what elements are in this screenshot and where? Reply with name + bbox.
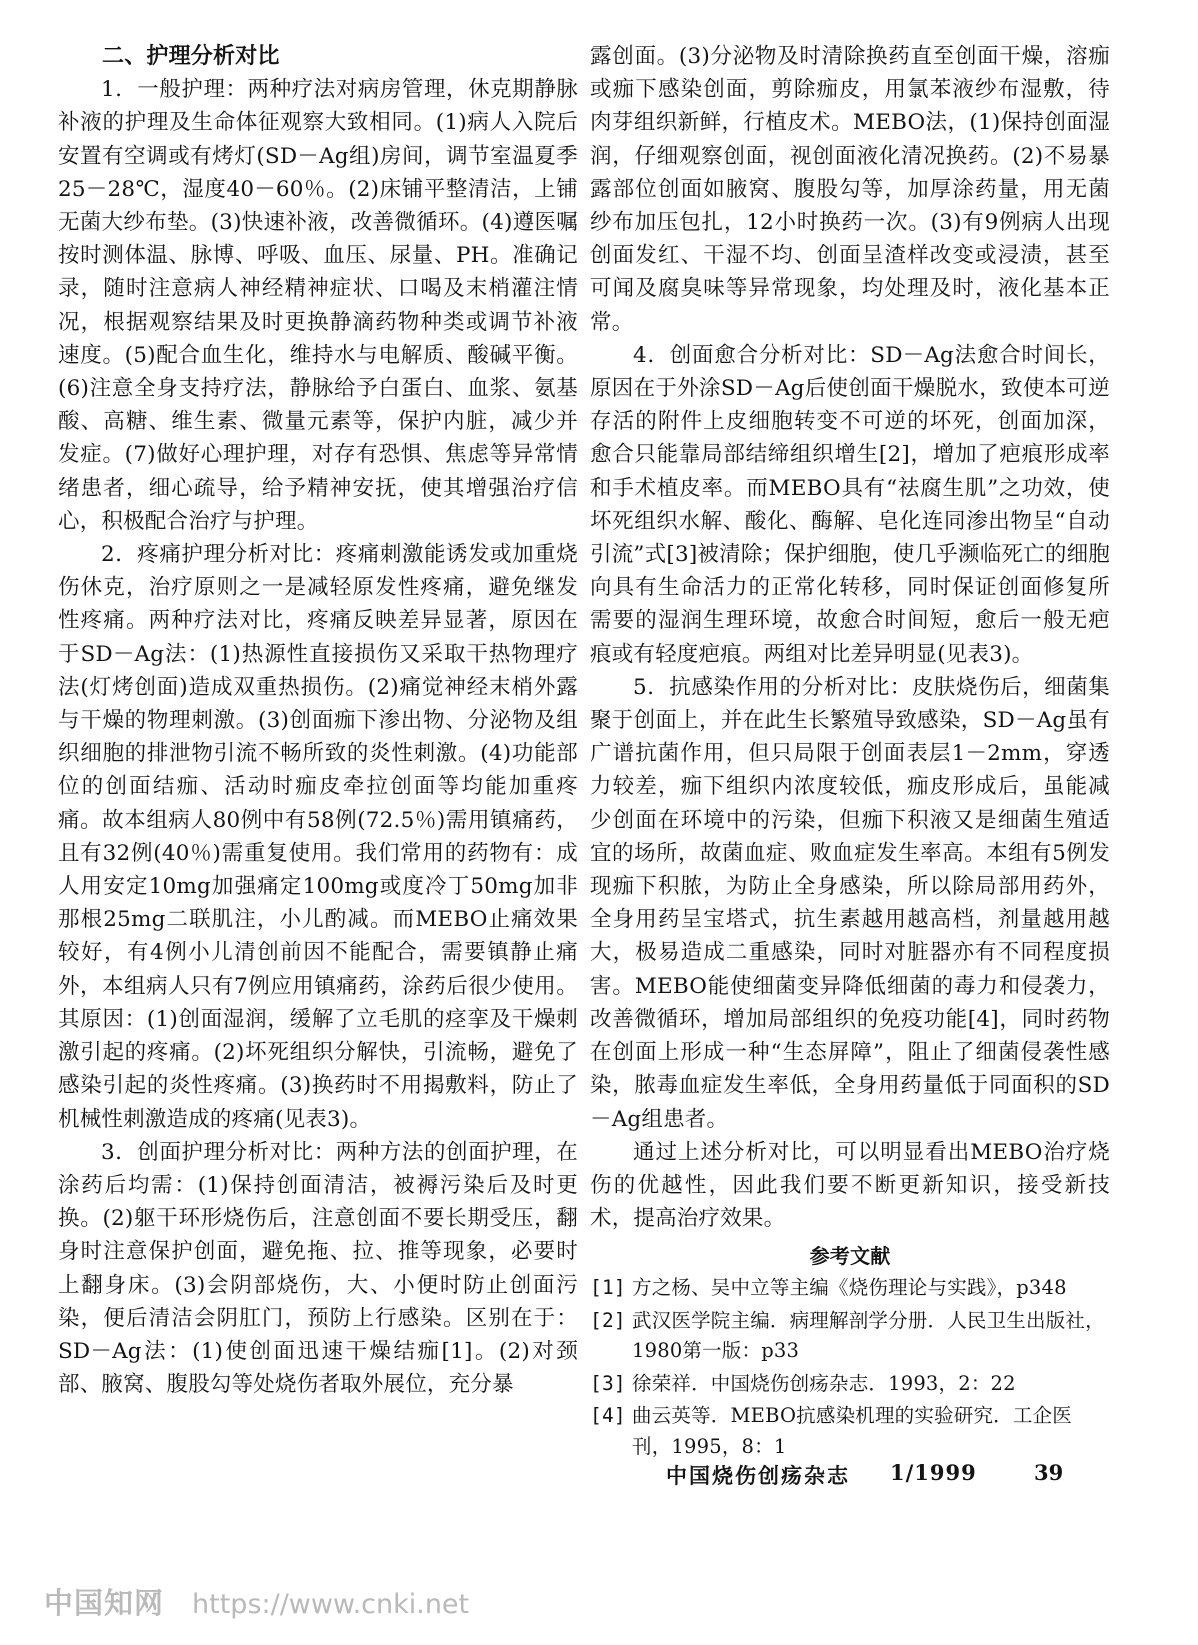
reference-text: 徐荣祥．中国烧伤创疡杂志．1993，2：22 bbox=[632, 1371, 1016, 1395]
reference-text: 曲云英等．MEBO抗感染机理的实验研究．工企医刊，1995，8：1 bbox=[632, 1404, 1072, 1458]
paragraph-anti-infection: 5．抗感染作用的分析对比：皮肤烧伤后，细菌集聚于创面上，并在此生长繁殖导致感染，SD－Ag虽有广谱抗菌作用，但只局限于创面表层1－2mm，穿透力较差，痂下组织内浓度较低，痂皮形成后，虽能减少创面在环境中的污染，但痂下积液又是细菌生殖适宜的场所，故菌血症、败血症发生率高。本组有5例发现痂下积脓，为防止全身感染，所以除局部用药外，全身用药呈宝塔式，抗生素越用越高档，剂量越用越大，极易造成二重感染，同时对脏器亦有不同程度损害。MEBO能使细菌变异降低细菌的毒力和侵袭力，改善微循环，增加局部组织的免疫功能[4]，同时药物在创面上形成一种“生态屏障”，阻止了细菌侵袭性感染，脓毒血症发生率低，全身用药量低于同面积的SD－Ag组患者。 bbox=[590, 674, 1110, 1132]
cnki-logo: 中国知网 bbox=[44, 1586, 165, 1620]
reference-item bbox=[590, 1369, 1110, 1400]
cnki-url: https://www.cnki.net bbox=[192, 1589, 470, 1620]
footer-journal-name: 中国烧伤创疡杂志 bbox=[666, 1463, 850, 1488]
paragraph-conclusion: 通过上述分析对比，可以明显看出MEBO治疗烧伤的优越性，因此我们要不断更新知识，接受新技术，提高治疗效果。 bbox=[590, 1139, 1110, 1232]
reference-number: [2] bbox=[590, 1308, 626, 1332]
section-title: 二、护理分析对比 bbox=[102, 44, 280, 69]
footer-issue: 1/1999 bbox=[890, 1460, 977, 1485]
cnki-watermark bbox=[44, 1581, 469, 1622]
paragraph-wound-nursing: 3．创面护理分析对比：两种方法的创面护理，在涂药后均需：(1)保持创面清洁，被褥污染后及时更换。(2)躯干环形烧伤后，注意创面不要长期受压，翻身时注意保护创面，避免拖、拉、推等现象，必要时上翻身床。(3)会阴部烧伤，大、小便时防止创面污染，便后清洁会阴肛门，预防上行感染。区别在于：SD－Ag法：(1)使创面迅速干燥结痂[1]。(2)对颈部、腋窝、腹股勾等处烧伤者取外展位，充分暴 bbox=[58, 1139, 578, 1398]
reference-item bbox=[590, 1273, 1110, 1304]
references-heading: 参考文献 bbox=[809, 1244, 891, 1269]
reference-item bbox=[590, 1306, 1110, 1367]
reference-number: [1] bbox=[590, 1276, 626, 1300]
paragraph-pain-nursing: 2．疼痛护理分析对比：疼痛刺激能诱发或加重烧伤休克，治疗原则之一是减轻原发性疼痛，避免继发性疼痛。两种疗法对比，疼痛反映差异显著，原因在于SD－Ag法：(1)热源性直接损伤又采取干热物理疗法(灯烤创面)造成双重热损伤。(2)痛觉神经末梢外露与干燥的物理刺激。(3)创面痂下渗出物、分泌物及组织细胞的排泄物引流不畅所致的炎性刺激。(4)功能部位的创面结痂、活动时痂皮牵拉创面等均能加重疼痛。故本组病人80例中有58例(72.5％)需用镇痛药，且有32例(40％)需重复使用。我们常用的药物有：成人用安定10mg加强痛定100mg或度冷丁50mg加非那根25mg二联肌注，小儿酌减。而MEBO止痛效果较好，有4例小儿清创前因不能配合，需要镇静止痛外，本组病人只有7例应用镇痛药，涂药后很少使用。其原因：(1)创面湿润，缓解了立毛肌的痉挛及干燥刺激引起的疼痛。(2)坏死组织分解快，引流畅，避免了感染引起的炎性疼痛。(3)换药时不用揭敷料，防止了机械性刺激造成的疼痛(见表3)。 bbox=[58, 542, 578, 1132]
reference-number: [4] bbox=[590, 1404, 626, 1428]
reference-text: 方之杨、吴中立等主编《烧伤理论与实践》，p348 bbox=[632, 1276, 1067, 1300]
left-column bbox=[58, 40, 578, 1401]
references-list bbox=[590, 1273, 1110, 1462]
footer-page-number: 39 bbox=[1034, 1460, 1064, 1485]
reference-number: [3] bbox=[590, 1371, 626, 1395]
paragraph-general-nursing: 1．一般护理：两种疗法对病房管理，休克期静脉补液的护理及生命体征观察大致相同。(1)病人入院后安置有空调或有烤灯(SD－Ag组)房间，调节室温夏季25－28℃，湿度40－60％。(2)床铺平整清洁，上铺无菌大纱布垫。(3)快速补液，改善微循环。(4)遵医嘱按时测体温、脉博、呼吸、血压、尿量、PH。准确记录，随时注意病人神经精神症状、口喝及末梢灌注情况，根据观察结果及时更换静滴药物种类或调节补液速度。(5)配合血生化，维持水与电解质、酸碱平衡。(6)注意全身支持疗法，静脉给予白蛋白、血浆、氨基酸、高糖、维生素、微量元素等，保护内脏，减少并发症。(7)做好心理护理，对存有恐惧、焦虑等异常情绪患者，细心疏导，给予精神安抚，使其增强治疗信心，积极配合治疗与护理。 bbox=[58, 77, 578, 534]
reference-item bbox=[590, 1401, 1110, 1462]
paragraph-wound-healing: 4．创面愈合分析对比：SD－Ag法愈合时间长，原因在于外涂SD－Ag后使创面干燥脱水，致使本可逆存活的附件上皮细胞转变不可逆的坏死，创面加深，愈合只能靠局部结缔组织增生[2]，增加了疤痕形成率和手术植皮率。而MEBO具有“祛腐生肌”之功效，使坏死组织水解、酸化、酶解、皂化连同渗出物呈“自动引流”式[3]被清除；保护细胞，使几乎濒临死亡的细胞向具有生命活力的正常化转移，同时保证创面修复所需要的湿润生理环境，故愈合时间短，愈后一般无疤痕或有轻度疤痕。两组对比差异明显(见表3)。 bbox=[590, 342, 1110, 667]
right-column bbox=[590, 40, 1110, 1464]
reference-text: 武汉医学院主编．病理解剖学分册．人民卫生出版社，1980第一版：p33 bbox=[632, 1308, 1105, 1363]
paragraph-wound-nursing-continued: 露创面。(3)分泌物及时清除换药直至创面干燥，溶痂或痂下感染创面，剪除痂皮，用氯苯液纱布湿敷，待肉芽组织新鲜，行植皮术。MEBO法，(1)保持创面湿润，仔细观察创面，视创面液化清况换药。(2)不易暴露部位创面如腋窝、腹股勾等，加厚涂药量，用无菌纱布加压包扎，12小时换药一次。(3)有9例病人出现创面发红、干湿不均、创面呈渣样改变或浸渍，甚至可闻及腐臭味等异常现象，均处理及时，液化基本正常。 bbox=[590, 44, 1110, 335]
